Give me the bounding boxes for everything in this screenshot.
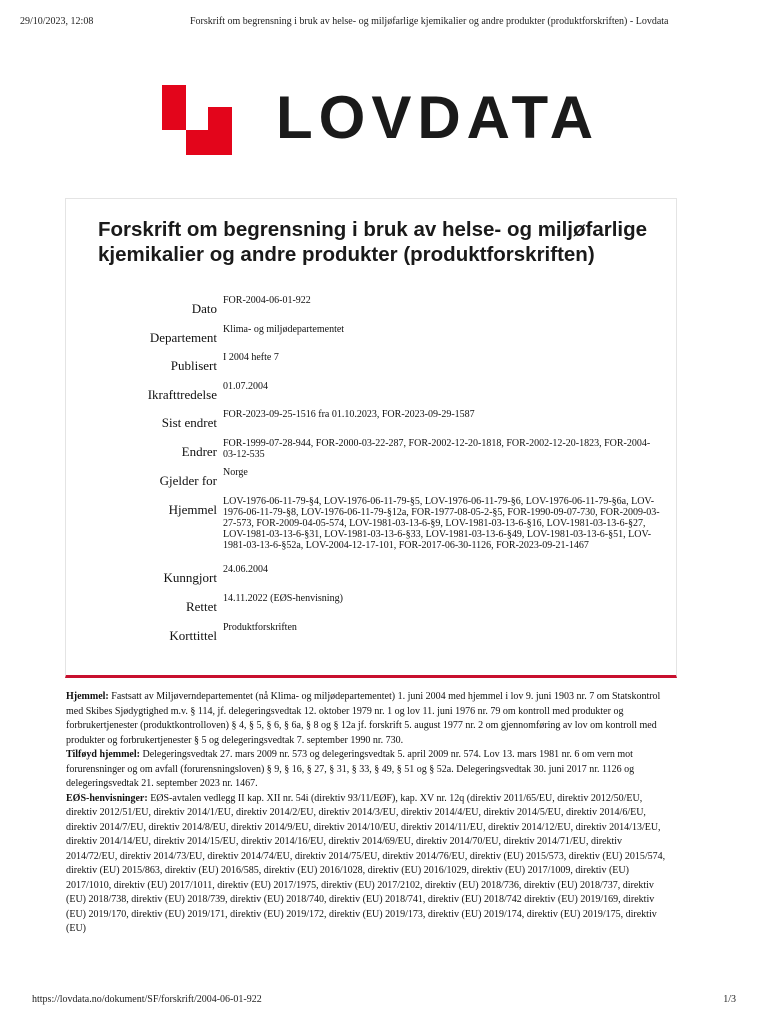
meta-value-link[interactable]: FOR-1999-07-28-944, FOR-2000-03-22-287, FOR-2002-12-20-1818, FOR-2002-12-20-1823, FOR-2004-03-12-535	[223, 438, 651, 460]
tilfoyd-hjemmel-paragraph	[66, 748, 666, 792]
meta-label: Rettet	[185, 599, 217, 614]
meta-label: Korttittel	[169, 628, 217, 643]
meta-value-link[interactable]: FOR-2023-09-25-1516 fra 01.10.2023, FOR-2023-09-29-1587	[223, 409, 475, 420]
tilfoyd-hjemmel-label: Tilføyd hjemmel:	[66, 749, 140, 760]
meta-label: Sist endret	[161, 415, 217, 430]
meta-value: 01.07.2004	[223, 381, 268, 392]
hjemmel-text: Fastsatt av Miljøverndepartementet (nå Klima- og miljødepartementet) 1. juni 2004 med hjemmel i lov 9. juni 1903 nr. 7 om Statskontrol med Skibes Sjødygtighed m.v. § 114, jf. delegeringsvedtak 12. oktober 1979 nr. 1 og lov 11. juni 1976 nr. 79 om kontroll med produkter og forbrukertjenester (produktkontrolloven) § 4, § 5, § 6, § 6a, § 8 og § 12a jf. forskrift 5. august 1977 nr. 2 om gjennomføring av lov om kontroll med produkter og forbrukertjenester § 5 og delegeringsvedtak 7. september 1990 nr. 730.	[66, 691, 661, 746]
eos-label: EØS-henvisninger:	[66, 792, 148, 804]
eos-text: EØS-avtalen vedlegg II kap. XII nr. 54i (direktiv 93/11/EØF), kap. XV nr. 12q (direktiv 2011/65/EU, direktiv 2012/50/EU, direktiv 2012/51/EU, direktiv 2014/1/EU, direktiv 2014/2/EU, direktiv 2014/3/EU, direktiv 2014/4/EU, direktiv 2014/5/EU, direktiv 2014/6/EU, direktiv 2014/7/EU, direktiv 2014/8/EU, direktiv 2014/9/EU, direktiv 2014/10/EU, direktiv 2014/11/EU, direktiv 2014/12/EU, direktiv 2014/13/EU, direktiv 2014/14/EU, direktiv 2014/15/EU, direktiv 2014/16/EU, direktiv 2014/69/EU, direktiv 2014/70/EU, direktiv 2014/71/EU, direktiv 2014/72/EU, direktiv 2014/73/EU, direktiv 2014/74/EU, direktiv 2014/75/EU, direktiv 2014/76/EU, direktiv (EU) 2015/573, direktiv (EU) 2015/574, direktiv (EU) 2015/863, direktiv (EU) 2016/585, direktiv (EU) 2016/1028, direktiv (EU) 2016/1029, direktiv (EU) 2017/1009, direktiv (EU) 2017/1010, direktiv (EU) 2017/1011, direktiv (EU) 2017/1975, direktiv (EU) 2017/2102, direktiv (EU) 2018/736, direktiv (EU) 2018/737, direktiv (EU) 2018/738, direktiv (EU) 2018/739, direktiv (EU) 2018/740, direktiv (EU) 2018/741, direktiv (EU) 2018/742 direktiv (EU) 2019/169, direktiv (EU) 2019/170, direktiv (EU) 2019/171, direktiv (EU) 2019/172, direktiv (EU) 2019/173, direktiv (EU) 2019/174, direktiv (EU) 2019/175, direktiv (EU)	[66, 792, 666, 934]
eos-paragraph	[66, 792, 666, 937]
meta-value: Klima- og miljødepartementet	[223, 324, 345, 335]
meta-value: 14.11.2022 (EØS-henvisning)	[223, 593, 343, 604]
meta-label: Kunngjort	[163, 570, 217, 585]
meta-label: Hjemmel	[168, 502, 217, 517]
document-card	[65, 198, 677, 678]
meta-value: Norge	[223, 467, 248, 478]
meta-value-link[interactable]: LOV-1976-06-11-79-§4, LOV-1976-06-11-79-§5, LOV-1976-06-11-79-§6, LOV-1976-06-11-79-§6a, LOV-1976-06-11-79-§8, LOV-1976-06-11-79-§12a, FOR-1977-08-05-2-§5, FOR-1990-09-07-730, FOR-2009-03-27-573, FOR-2009-04-05-574, LOV-1981-03-13-6-§9, LOV-1981-03-13-6-§16, LOV-1981-03-13-6-§27, LOV-1981-03-13-6-§31, LOV-1981-03-13-6-§33, LOV-1981-03-13-6-§49, LOV-1981-03-13-6-§51, LOV-1981-03-13-6-§52a, LOV-2004-12-17-101, FOR-2017-06-30-1126, FOR-2023-09-21-1467	[223, 496, 660, 551]
hjemmel-label: Hjemmel:	[66, 691, 109, 702]
meta-value: I 2004 hefte 7	[223, 352, 279, 363]
meta-value: 24.06.2004	[223, 564, 268, 575]
meta-label: Ikrafttredelse	[147, 387, 217, 402]
tilfoyd-hjemmel-text: Delegeringsvedtak 27. mars 2009 nr. 573 og delegeringsvedtak 5. april 2009 nr. 574. Lov 13. mars 1981 nr. 6 om vern mot forurensninger og om avfall (forurensningsloven) § 9, § 16, § 27, § 31, § 33, § 49, § 51 og § 52a. Delegeringsvedtak 30. juni 2017 nr. 1126 og delegeringsvedtak 21. september 2023 nr. 1467.	[66, 749, 635, 789]
meta-value: Produktforskriften	[223, 622, 297, 633]
meta-label: Departement	[149, 330, 217, 345]
print-date: 29/10/2023, 12:08	[20, 16, 94, 27]
document-title: Forskrift om begrensning i bruk av helse- og miljøfarlige kjemikalier og andre produkter (produktforskriften)	[98, 218, 648, 266]
document-intro	[66, 690, 666, 937]
meta-label: Endrer	[181, 444, 217, 459]
hjemmel-paragraph	[66, 690, 666, 748]
meta-label: Dato	[191, 301, 217, 316]
lovdata-logo-mark-icon	[162, 85, 232, 155]
print-footer-page-number: 1/3	[723, 994, 736, 1005]
lovdata-logo-text: LOVDATA	[276, 84, 600, 151]
print-page-title: Forskrift om begrensning i bruk av helse- og miljøfarlige kjemikalier og andre produkter (produktforskriften) - Lovdata	[190, 16, 669, 27]
meta-label: Publisert	[170, 358, 217, 373]
print-footer-url: https://lovdata.no/dokument/SF/forskrift/2004-06-01-922	[32, 994, 262, 1005]
meta-value: FOR-2004-06-01-922	[223, 295, 311, 306]
meta-label: Gjelder for	[159, 473, 217, 488]
